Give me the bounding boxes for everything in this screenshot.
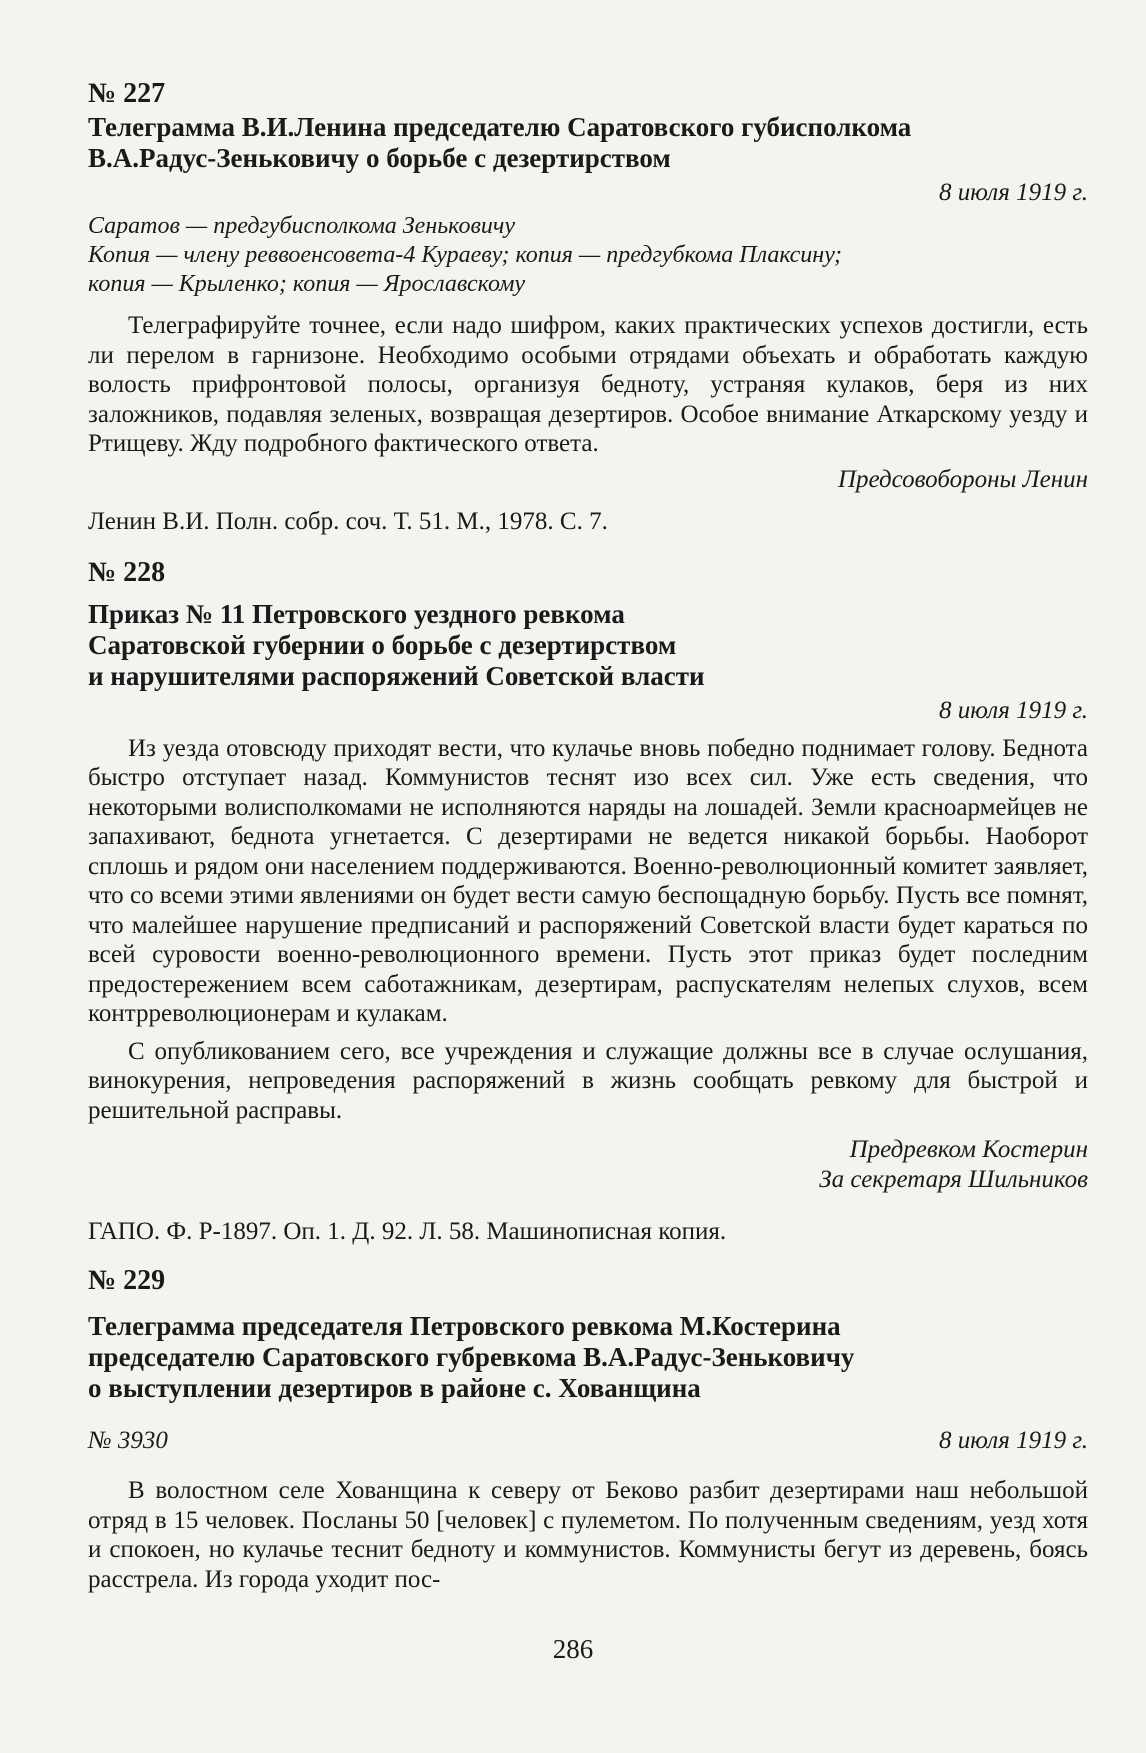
body-paragraph: В волостном селе Хованщина к северу от Беково разбит дезертирами наш небольшой отряд в 15 человек. Посланы 50 [человек] с пулеметом. По полученным сведениям, уезд хотя и спокоен, но кулачье теснит бедноту и коммунистов. Коммунисты бегут из деревень, боясь расстрела. Из города уходит пос- <box>88 1477 1088 1593</box>
document-title-line: председателю Саратовского губревкома В.А.Радус-Зеньковичу <box>88 1342 855 1372</box>
document-date: 8 июля 1919 г. <box>939 1427 1088 1454</box>
document-title-line: Телеграмма председателя Петровского ревкома М.Костерина <box>88 1311 841 1341</box>
source-citation: ГАПО. Ф. Р-1897. Оп. 1. Д. 92. Л. 58. Машинописная копия. <box>88 1218 727 1245</box>
document-date: 8 июля 1919 г. <box>939 179 1088 206</box>
document-title-line: о выступлении дезертиров в районе с. Хованщина <box>88 1373 701 1403</box>
document-number: № 227 <box>88 78 166 109</box>
addressee-line: Саратов — предгубисполкома Зеньковичу <box>88 213 515 239</box>
source-citation: Ленин В.И. Полн. собр. соч. Т. 51. М., 1978. С. 7. <box>88 507 608 535</box>
body-paragraph: Из уезда отовсюду приходят вести, что кулачье вновь победно поднимает голову. Беднота быстро отступает назад. Коммунистов теснят изо всех сил. Уже есть сведения, что некоторыми волисполкомами не исполняются наряды на лошадей. Земли красноармейцев не запахивают, беднота угнетается. С дезертирами не ведется никакой борьбы. Наоборот сплошь и рядом они населением поддерживаются. Военно-революционный комитет заявляет, что со всеми этими явлениями он будет вести самую беспощадную борьбу. Пусть все помнят, что малейшее нарушение предписаний и распоряжений Советской власти будет караться по всей суровости военно-революционного времени. Пусть этот приказ будет последним предостережением всем саботажникам, дезертирам, распускателям нелепых слухов, всем контрреволюционерам и кулакам. <box>88 734 1088 1027</box>
document-229 <box>88 1265 1088 1594</box>
document-date: 8 июля 1919 г. <box>939 696 1088 724</box>
addressee-line: Копия — члену реввоенсовета-4 Кураеву; копия — предгубкома Плаксину; <box>88 242 842 268</box>
body-paragraph: Телеграфируйте точнее, если надо шифром, каких практических успехов достигли, есть ли перелом в гарнизоне. Необходимо особыми отрядами объехать и обработать каждую волость прифронтовой полосы, организуя бедноту, устраняя кулаков, беря из них заложников, подавляя зеленых, возвращая дезертиров. Особое внимание Аткарскому уезду и Ртищеву. Жду подробного фактического ответа. <box>88 312 1088 457</box>
document-number: № 229 <box>88 1265 166 1296</box>
signature: Предревком Костерин <box>849 1136 1088 1163</box>
document-228 <box>88 557 1088 1248</box>
document-title-line: Саратовской губернии о борьбе с дезертирством <box>88 629 677 660</box>
addressee-line: копия — Крыленко; копия — Ярославскому <box>88 271 526 297</box>
document-title-line: и нарушителями распоряжений Советской власти <box>88 660 705 691</box>
telegram-reference-number: № 3930 <box>88 1427 168 1454</box>
signature: Предсовобороны Ленин <box>838 465 1088 493</box>
page-number: 286 <box>552 1634 594 1664</box>
document-title-line: Телеграмма В.И.Ленина председателю Саратовского губисполкома <box>88 112 912 142</box>
document-number: № 228 <box>88 556 166 588</box>
document-227 <box>88 78 1088 537</box>
body-paragraph: С опубликованием сего, все учреждения и служащие должны все в случае ослушания, винокурения, непроведения распоряжений в жизнь сообщать ревкому для быстрой и решительной расправы. <box>88 1037 1088 1124</box>
document-title-line: Приказ № 11 Петровского уездного ревкома <box>88 598 625 629</box>
reference-row <box>88 1426 1088 1456</box>
signature: За секретаря Шильников <box>819 1166 1088 1193</box>
document-title-line: В.А.Радус-Зеньковичу о борьбе с дезертирством <box>88 143 671 173</box>
